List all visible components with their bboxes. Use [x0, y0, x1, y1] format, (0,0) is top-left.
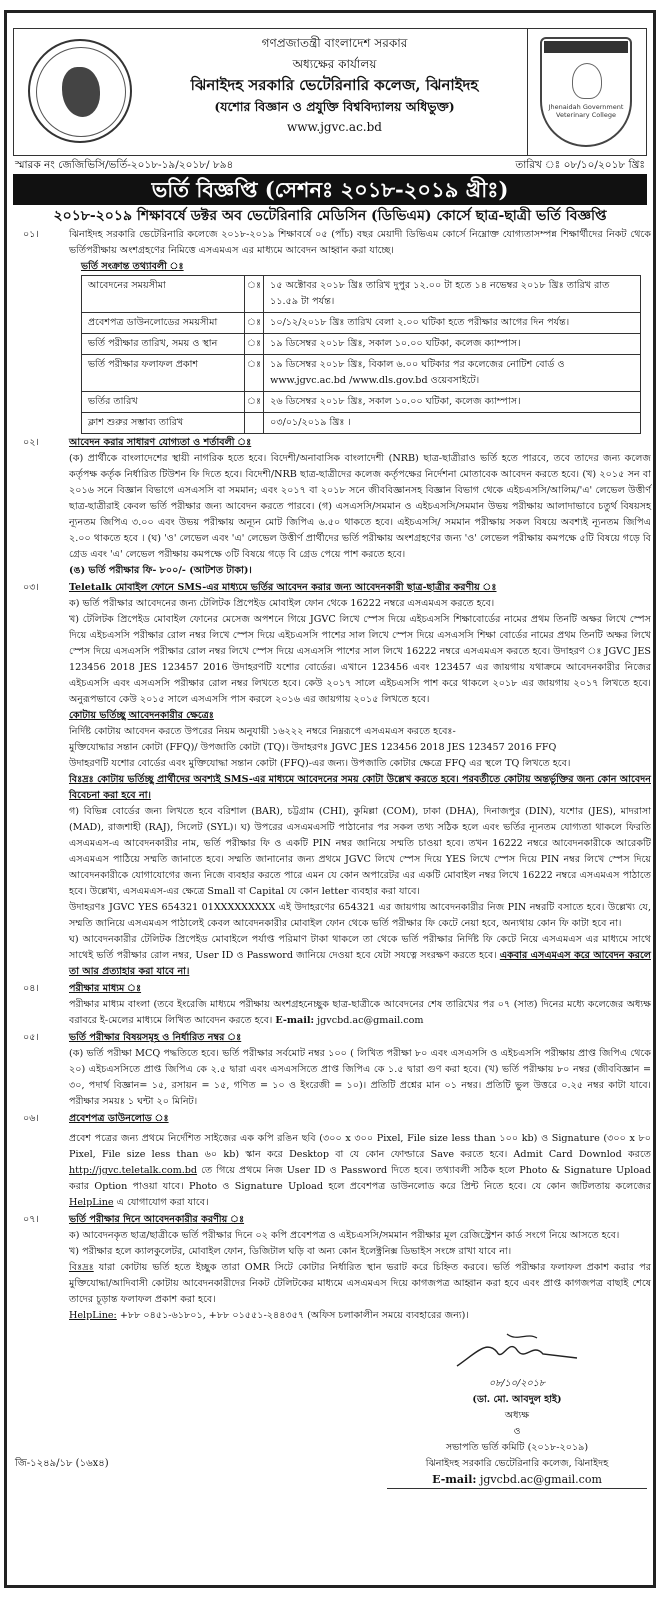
section-number: ০৩। — [23, 582, 39, 593]
table-row — [82, 355, 641, 392]
quota-warning: বিঃদ্রঃ কোটায় ভর্তিচ্ছু প্রার্থীদের অবশ্যই SMS-এর মাধ্যমে আবেদনের সময় কোটা উল্লেখ করতে হবে। পরবর্তীতে কোটায় অন্তর্ভুক্তির জন্য কোন আবেদন বিবেচনা করা হবে না। — [69, 774, 651, 801]
section-number: ০১। — [23, 229, 39, 240]
college-name: ঝিনাইদহ সরকারি ভেটেরিনারি কলেজ, ঝিনাইদহ — [190, 76, 479, 94]
table-cell-value: ১৫ অক্টোবর ২০১৮ খ্রিঃ তারিখ দুপুর ১২.০০ টা হতে ১৪ নভেম্বর ২০১৮ খ্রিঃ তারিখ রাত ১১.৫৯ টা পর্যন্ত। — [264, 276, 641, 313]
quota-text: নির্দিষ্ট কোটায় আবেদন করতে উপরের নিয়ম অনুযায়ী ১৬২২২ নম্বরে নিম্নরূপে এসএমএস করতে হবেঃ- — [69, 726, 456, 737]
notice-title-banner: ভর্তি বিজ্ঞপ্তি (সেশনঃ ২০১৮-২০১৯ খ্রীঃ) — [13, 174, 647, 205]
committee-title: সভাপতি ভর্তি কমিটি (২০১৮-২০১৯) — [445, 1442, 589, 1453]
email-link[interactable]: jgvcbd.ac@gmail.com — [317, 1015, 424, 1026]
email-label: E-mail: — [432, 1473, 477, 1486]
section-04 — [23, 981, 651, 1029]
sms-step-a: ক) ভর্তি পরীক্ষার আবেদনের জন্য টেলিটক প্রিপেইড মোবাইল ফোন থেকে 16222 নম্বরে এসএমএস করতে হবে। — [69, 598, 495, 609]
handwritten-signature — [387, 1332, 647, 1376]
section-01 — [23, 227, 651, 434]
government-name: গণপ্রজাতন্ত্রী বাংলাদেশ সরকার — [261, 36, 408, 50]
table-cell-colon — [245, 413, 264, 434]
notice-footer — [13, 1332, 647, 1489]
section-title: Teletalk মোবাইল ফোনে SMS-এর মাধ্যমে ভর্তির আবেদন করার জন্য আবেদনকারী ছাত্র-ছাত্রীর করণীয় ঃ — [69, 582, 497, 593]
eligibility-text: (ক) প্রার্থীকে বাংলাদেশের স্থায়ী নাগরিক হতে হবে। বিদেশী/অনাবাসিক বাংলাদেশী (NRB) ছাত্র-ছাত্রীরাও ভর্তি হতে পারবে, তবে তাদের জন্য কলেজ কর্তৃপক্ষ কর্তৃক নির্ধারিত টিউশন ফি দিতে হবে। বিদেশী/NRB ছাত্র-ছাত্রীদের কলেজ কর্তৃপক্ষের নির্দেশনা মোতাবেক আবেদন করতে হবে। (খ) ২০১৫ সন বা ২০১৬ সনে বিজ্ঞান বিভাগে এসএসসি বা সমমান; এবং ২০১৭ বা ২০১৮ সনে জীববিজ্ঞানসহ বিজ্ঞান বিভাগ থেকে এইচএসসি/আলিম/'এ' লেভেল উত্তীর্ণ ছাত্র-ছাত্রীরাই কেবল ভর্তি পরীক্ষার জন্য আবেদন করতে পারবে। (গ) এসএসসি/সমমান ও এইচএসসি/সমমান উভয় পরীক্ষায় আলাদাভাবে চতুর্থ বিষয়সহ ন্যূনতম জিপিএ ৩.০০ এবং উভয় পরীক্ষায় অন্যূন মোট জিপিএ ৬.৫০ থাকতে হবে। এইচএসসি/ সমমান পরীক্ষায় সকল বিষয়ে অবশ্যই ন্যূনতম জিপিএ ২.০০ থাকতে হবে । (ঘ) 'ও' লেভেল এবং 'এ' লেভেল উত্তীর্ণ প্রার্থীদের ভর্তি পরীক্ষায় অংশগ্রহণের জন্য 'ও' লেভেল পরীক্ষায় কমপক্ষে ৫টি বিষয়ে গড়ে বি গ্রেড এবং 'এ' লেভেল পরীক্ষায় কমপক্ষে ৩টি বিষয়ে গড়ে বি গ্রেড পেয়ে পাশ করতে হবে। — [69, 453, 651, 560]
section-title: আবেদন করার সাধারণ যোগ্যতা ও শর্তাবলী ঃ — [69, 437, 252, 448]
table-cell-value: ১৯ ডিসেম্বর ২০১৮ খ্রিঃ, বিকাল ৬.০০ ঘটিকার পর কলেজের নোটিশ বোর্ড ও www.jgvc.ac.bd /www.dls.gov.bd ওয়েবসাইটে। — [264, 355, 641, 392]
admission-info-table — [81, 275, 641, 434]
quota-example: মুক্তিযোদ্ধার সন্তান কোটা (FFQ)/ উপজাতি কোটা (TQ)। উদাহরণঃ JGVC JES 123456 2018 JES 123457 2016 FFQ — [69, 742, 557, 753]
section-number: ০৫। — [23, 1032, 39, 1043]
exam-fee: (ঙ) ভর্তি পরীক্ষার ফি- ৮০০/- (আটশত টাকা)। — [69, 565, 252, 576]
signatory-conjunction: ও — [513, 1426, 521, 1437]
pin-example: উদাহরণঃ JGVC YES 654321 01XXXXXXXXX এই উদাহরণের 654321 এর জায়গায় আবেদনকারীর নিজ PIN নম্বরটি বসাতে হবে। উল্লেখ্য যে, সম্মতি জানিয়ে এসএমএস পাঠালেই কেবল আবেদনকারীর মোবাইল ফোন থেকে ভর্তি পরীক্ষার ফি কেটে নেয়া হবে, অন্যথায় কোন ফি কাটা হবে না। — [69, 902, 651, 929]
office-name: অধ্যক্ষের কার্যালয় — [292, 57, 377, 71]
ad-code: জি-১২৪৯/১৮ (১৬x৪) — [15, 1458, 109, 1469]
table-cell-colon: ঃ — [245, 313, 264, 334]
table-cell-colon: ঃ — [245, 392, 264, 413]
signatory-title: অধ্যক্ষ — [504, 1410, 530, 1421]
quota-note: উদাহরণটি যশোর বোর্ডের এবং মুক্তিযোদ্ধা সন্তান কোটা (FFQ)-এর জন্য। উপজাতি কোটার ক্ষেত্রে FFQ এর স্থলে TQ লিখতে হবে। — [69, 758, 571, 769]
signatory-name: (ডা. মো. আবদুল হাই) — [472, 1394, 562, 1405]
table-cell-colon: ঃ — [245, 334, 264, 355]
table-cell-value: ২৬ ডিসেম্বর ২০১৮ খ্রিঃ, সকাল ১০.০০ ঘটিকা, কলেজ ক্যাম্পাস। — [264, 392, 641, 413]
table-cell-label: প্রবেশপত্র ডাউনলোডের সময়সীমা — [82, 313, 245, 334]
section-number: ০৭। — [23, 1214, 39, 1225]
exam-day-item-a: ক) আবেদনকৃত ছাত্র/ছাত্রীকে ভর্তি পরীক্ষার দিনে ০২ কপি প্রবেশপত্র ও এইচএসসি/সমমান পরীক্ষার মূল রেজিস্ট্রেশন কার্ড সংগে নিয়ে আসতে হবে। — [69, 1230, 620, 1241]
website-link[interactable]: www.jgvc.ac.bd — [287, 120, 382, 134]
sms-step-c: গ) বিভিন্ন বোর্ডের জন্য লিখতে হবে বরিশাল (BAR), চট্টগ্রাম (CHI), কুমিল্লা (COM), ঢাকা (DHA), দিনাজপুর (DIN), যশোর (JES), মাদরাসা (MAD), রাজশাহী (RAJ), সিলেট (SYL)। ঘ) উপরের এসএমএসটি পাঠানোর পর সকল তথ্য সঠিক হলে এবং ভর্তির ন্যূনতম যোগ্যতা থাকলে ফিরতি এসএমএস-এ আবেদনকারীর নাম, ভর্তি পরীক্ষার ফি ও একটি PIN নম্বর জানিয়ে সম্মতি চাওয়া হবে। তখন 16222 নম্বরে আবেদনকারীকে আরেকটি এসএমএস পাঠিয়ে সম্মতি জানাতে হবে। সম্মতি জানানোর জন্য প্রথমে JGVC লিখে স্পেস দিয়ে YES লিখে স্পেস দিয়ে PIN নম্বর লিখে স্পেস দিয়ে আবেদনকারীকে যোগাযোগের জন্য নিজে ব্যবহার করতে পারে এমন যে কোন অপারেটর এর একটি মোবাইল নম্বর লিখে 16222 নম্বরে এসএমএস পাঠাতে হবে। উল্লেখ্য, এসএমএস-এর ক্ষেত্রে Small বা Capital যে কোন letter ব্যবহার করা যাবে। — [69, 806, 651, 897]
section-title: ভর্তি পরীক্ষার দিনে আবেদনকারীর করণীয় ঃ — [69, 1214, 245, 1225]
notice-subtitle: ২০১৮-২০১৯ শিক্ষাবর্ষে ডক্টর অব ভেটেরিনারি মেডিসিন (ডিভিএম) কোর্সে ছাত্র-ছাত্রী ভর্তি বিজ্ঞপ্তি — [53, 208, 607, 224]
table-cell-value: ১০/১২/২০১৮ খ্রিঃ তারিখ বেলা ২.০০ ঘটিকা হতে পরীক্ষার আগের দিন পর্যন্ত। — [264, 313, 641, 334]
memo-ref: স্মারক নং জেজিভিসি/ভর্তি-২০১৮-১৯/২০১৮/ ৮৯৪ — [15, 159, 234, 171]
quota-omr-note: যারা কোটায় ভর্তি হতে ইচ্ছুক তারা OMR সিটে কোটার নির্ধারিত স্থান ভরাট করে চিহ্নিত করবে। ভর্তি পরীক্ষার ফলাফল প্রকাশ করার পর মুক্তিযোদ্ধা/আদিবাসী কোটায় আবেদনকারীদের নিকট টেলিটকের মাধ্যমে এসএমএস দিয়ে কাগজপত্র আহ্বান করা হবে এবং প্রাপ্ত কাগজপত্র বাছাই শেষে তাদের চূড়ান্ত ফলাফল প্রকাশ করা হবে। — [69, 1262, 651, 1305]
memo-date: তারিখ ঃ ০৮/১০/২০১৮ খ্রিঃ — [515, 159, 645, 171]
section-02 — [23, 435, 651, 579]
admit-card-text: প্রবেশ পত্রের জন্য প্রথমে নির্দেশিত সাইজের এক কপি রঙিন ছবি (৩০০ x ৩০০ Pixel, File size less than ১০০ kb) ও Signature (৩০০ x ৮০ Pixel, File size less than ৬০ kb) স্কান করে Desktop বা যে কোন ফোল্ডারে Save করতে হবে। Admit Card Downlod করতে — [69, 1133, 651, 1160]
caduceus-emblem-icon — [572, 63, 602, 99]
table-cell-value: ০৩/০১/২০১৯ খ্রিঃ । — [264, 413, 641, 434]
section-title: পরীক্ষার মাধ্যম ঃ — [69, 983, 142, 994]
section-number: ০৬। — [23, 1113, 39, 1124]
note-label: বিঃদ্রঃ — [69, 1262, 94, 1273]
section-07 — [23, 1212, 651, 1324]
table-cell-label: ভর্তি পরীক্ষার ফলাফল প্রকাশ — [82, 355, 245, 392]
exam-subjects-text: (ক) ভর্তি পরীক্ষা MCQ পদ্ধতিতে হবে। ভর্তি পরীক্ষার সর্বমোট নম্বর ১০০ ( লিখিত পরীক্ষা ৮০ এবং এসএসসি ও এইচএসসি পরীক্ষায় প্রাপ্ত জিপিএ থেকে ২০) এইচএসসিতে প্রাপ্ত জিপিএ কে ২.৫ দ্বারা এবং এসএসসিতে প্রাপ্ত জিপিএ কে ১.৫ দ্বারা গুণ করা হবে। (খ) ভর্তি পরীক্ষায় ৮০ নম্বর (জীববিজ্ঞান = ৩০, পদার্থ বিজ্ঞান= ১৫, রসায়ন = ১৫, গণিত = ১০ ও ইংরেজী = ১০)। প্রতিটি প্রশ্নের মান ০১ নম্বর। প্রতিটি ভুল উত্তরে ০.২৫ নম্বর কাটা যাবে। পরীক্ষার সময়ঃ ১ ঘন্টা ২০ মিনিট। — [69, 1048, 651, 1107]
table-title: ভর্তি সংক্রান্ত তথ্যাবলী ঃ — [81, 261, 184, 272]
government-seal-logo — [28, 39, 132, 143]
exam-day-item-b: খ) পরীক্ষার হলে ক্যালকুলেটর, মোবাইল ফোন, ডিজিটাল ঘড়ি বা অন্য কোন ইলেক্ট্রনিক্স ডিভাইস সংঙ্গে রাখা যাবে না। — [69, 1246, 512, 1257]
memo-line — [15, 158, 645, 173]
section-05 — [23, 1030, 651, 1110]
notice-frame — [4, 10, 656, 1588]
table-cell-label: ভর্তির তারিখ — [82, 392, 245, 413]
affiliation: (যশোর বিজ্ঞান ও প্রযুক্তি বিশ্ববিদ্যালয় অধিভুক্ত) — [214, 99, 455, 114]
helpline-label: HelpLine: — [69, 1310, 117, 1321]
section-number: ০২। — [23, 437, 39, 448]
admit-card-text-3: এ যোগাযোগ করা যাবে। — [116, 1197, 209, 1208]
helpline-numbers: +৮৮ ০৪৫১-৬১৮০১, +৮৮ ০১৫৫১-২৪৪৩৫৭ (অফিস চলাকালীন সময়ে ব্যবহারের জন্য)। — [119, 1310, 469, 1321]
email-link[interactable]: jgvcbd.ac@gmail.com — [479, 1473, 602, 1486]
helpline-link[interactable]: HelpLine — [69, 1197, 114, 1208]
section-title: ভর্তি পরীক্ষার বিষয়সমূহ ও নির্ধারিত নম্বর ঃ — [69, 1032, 242, 1043]
table-cell-colon: ঃ — [245, 276, 264, 313]
table-cell-colon: ঃ — [245, 355, 264, 392]
signature-date: ০৮/১০/২০১৮ — [488, 1378, 546, 1389]
letterhead — [13, 28, 647, 156]
section-title: প্রবেশপত্র ডাউনলোড ঃ — [69, 1113, 169, 1124]
table-cell-label: আবেদনের সময়সীমা — [82, 276, 245, 313]
quota-title: কোটায় ভর্তিচ্ছু আবেদনকারীর ক্ষেত্রেঃ — [69, 710, 214, 721]
sms-step-b: খ) টেলিটক প্রিপেইড মোবাইল ফোনের মেসেজ অপশনে গিয়ে JGVC লিখে স্পেস দিয়ে এইচএসসি শিক্ষাবোর্ডের নামের প্রথম তিনটি অক্ষর লিখে স্পেস দিয়ে এইচএসসি পরীক্ষার রোল নম্বর লিখে স্পেস দিয়ে এইচএসসি পাশের সাল লিখে স্পেস দিয়ে এসএসসি শিক্ষা বোর্ডের নামের প্রথম তিনটি অক্ষর লিখে স্পেস দিয়ে এসএসসি পরীক্ষার রোল নম্বর লিখে স্পেস দিয়ে এসএসসি পাশের সাল লিখে 16222 নম্বরে এসএমএস করতে হবে। উদাহরণ ঃ JGVC JES 123456 2018 JES 123457 2016 উদাহরণটি যশোর বোর্ডের। এখানে 123456 এবং 123457 এর জায়গায় যথাক্রমে আবেদনকারীর নিজের এইচএসসি এবং এসএসসি পরীক্ষার রোল নম্বর লিখতে হবে। কেউ ২০১৭ সালে এইচএসসি পাশ করে থাকলে ২০১৮ এর জায়গায় ২০১৭ লিখতে হবে। অনুরূপভাবে কেউ ২০১৫ সালে এসএসসি পাস করলে ২০১৬ এর জায়গায় ২০১৫ লিখতে হবে। — [69, 614, 651, 705]
table-row — [82, 413, 641, 434]
section-06 — [23, 1111, 651, 1211]
signature-block — [387, 1332, 647, 1489]
withdraw-warning: একবার এসএমএস করে আবেদন করলে তা আর প্রত্যাহার করা যাবে না। — [69, 950, 651, 977]
table-cell-label: ভর্তি পরীক্ষার তারিখ, সময় ও স্থান — [82, 334, 245, 355]
signatory-college: ঝিনাইদহ সরকারি ভেটেরিনারি কলেজ, ঝিনাইদহ — [425, 1458, 609, 1469]
table-row — [82, 334, 641, 355]
section-number: ০৪। — [23, 983, 39, 994]
teletalk-link[interactable]: http://jgvc.teletalk.com.bd — [69, 1165, 198, 1176]
table-row — [82, 392, 641, 413]
table-cell-label: ক্লাশ শুরুর সম্ভাব্য তারিখ — [82, 413, 245, 434]
intro-text: ঝিনাইদহ সরকারি ভেটেরিনারি কলেজে ২০১৮-২০১৯ শিক্ষাবর্ষে ০৫ (পাঁচ) বছর মেয়াদী ডিভিএম কোর্সে নিম্নোক্ত যোগ্যতাসম্পন্ন শিক্ষার্থীদের নিকট থেকে ভর্তিপরীক্ষায় অংশগ্রহণের নিমিত্তে এসএমএস এর মাধ্যমে আবেদন আহ্বান করা যাচ্ছে। — [69, 229, 651, 256]
crest-college-name: Jhenaidah Government Veterinary College — [548, 103, 624, 119]
college-crest-logo — [540, 37, 632, 147]
table-cell-value: ১৯ ডিসেম্বর ২০১৮ খ্রিঃ, সকাল ১০.০০ ঘটিকা, কলেজ ক্যাম্পাস। — [264, 334, 641, 355]
email-label: E-mail: — [275, 1015, 315, 1026]
section-03 — [23, 580, 651, 980]
admit-card-text-2: তে গিয়ে প্রথমে নিজ User ID ও Password দিতে হবে। তথ্যাবলী সঠিক হলে Photo & Signature Upload করার Option পাওয়া যাবে। Photo ও Signature Upload হলে প্রবেশপত্র ডাউনলোড করে প্রিন্ট নিতে হবে। যে কোন জটিলতায় কলেজের — [69, 1165, 651, 1192]
exam-medium-text: পরীক্ষার মাধ্যম বাংলা (তবে ইংরেজি মাধ্যমে পরীক্ষায় অংশগ্রহনেচ্ছুক ছাত্র-ছাত্রীকে আবেদনের শেষ তারিখের পর ০৭ (সাত) দিনের মধ্যে কলেজের অধ্যক্ষ বরাবরে ই-মেলের মাধ্যমে লিখিত আবেদন করতে হবে। — [69, 999, 651, 1026]
table-row — [82, 313, 641, 334]
sms-step-d: ঘ) আবেদনকারীর টেলিটক প্রিপেইড মোবাইলে পর্যাপ্ত পরিমাণ টাকা থাকলে তা থেকে ভর্তি পরীক্ষার নির্দিষ্ট ফি কেটে নিয়ে এসএমএস এর মাধ্যমে সাথে সাথেই ভর্তি পরীক্ষার রোল নম্বর, User ID ও Password জানিয়ে দেওয়া হবে যেটা সযত্নে সংরক্ষণ করতে হবে। — [69, 934, 651, 961]
table-row — [82, 276, 641, 313]
